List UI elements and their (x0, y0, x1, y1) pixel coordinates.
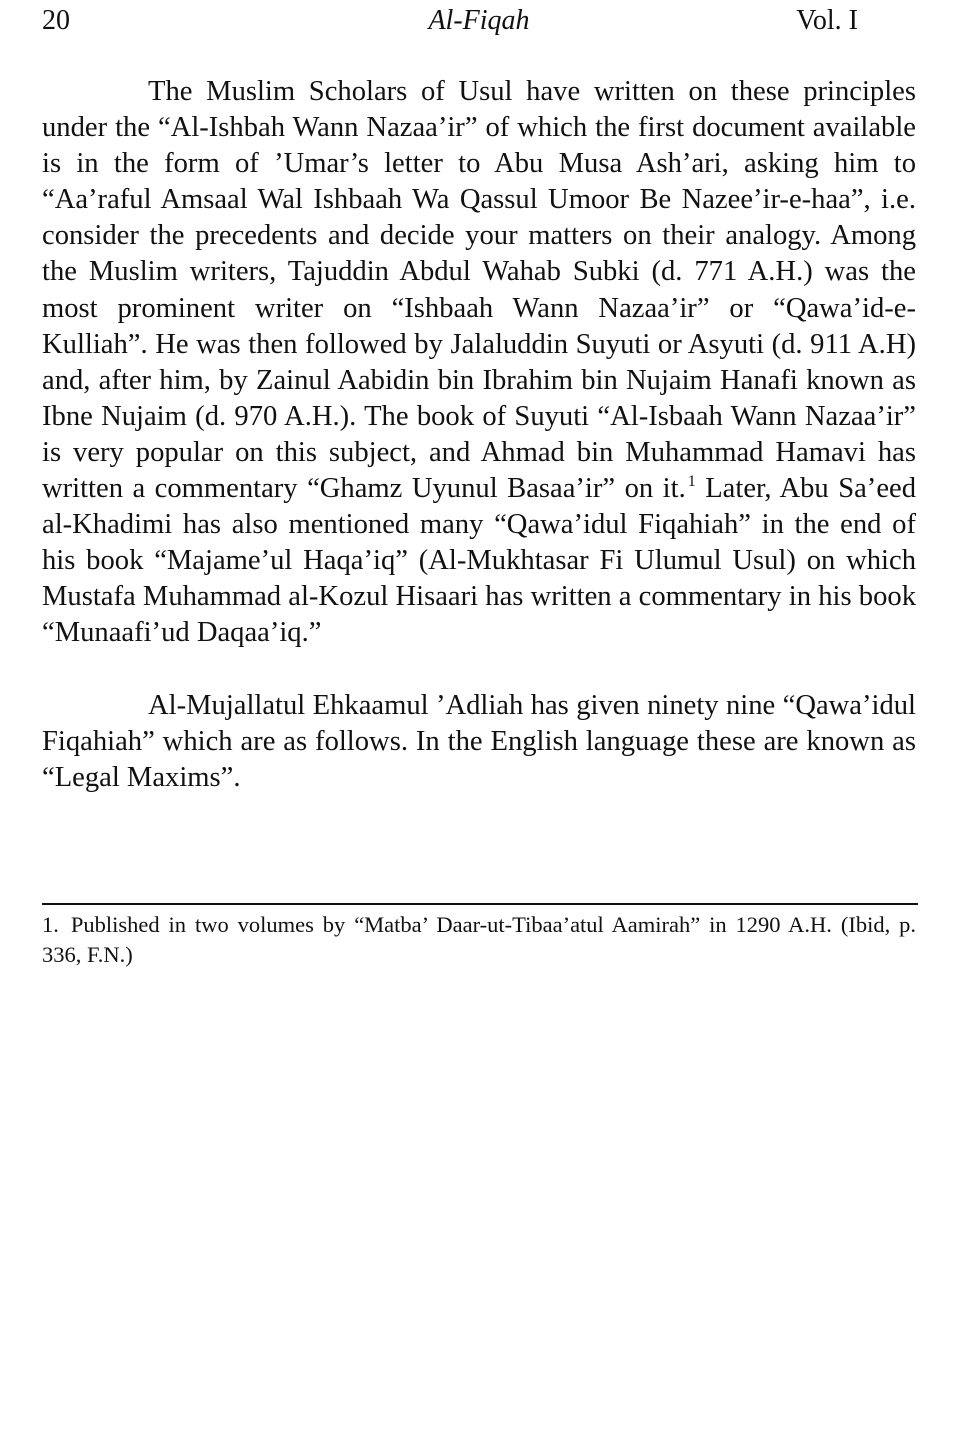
book-page (42, 0, 916, 1446)
footnote-divider (42, 903, 918, 905)
body-text (42, 74, 916, 796)
paragraph-legal-maxims (42, 688, 916, 796)
paragraph-usul-scholars (42, 74, 916, 652)
page-number: 20 (42, 5, 70, 36)
footnote (42, 910, 916, 970)
book-title: Al-Fiqah (428, 5, 530, 36)
footnote-text: Published in two volumes by “Matba’ Daar-ut-Tibaa’atul Aamirah” in 1290 A.H. (Ibid, p. 336, F.N.) (42, 912, 916, 967)
paragraph-text: The Muslim Scholars of Usul have written on these principles under the “Al-Ishbah Wann Nazaa’ir” of which the first document available is in the form of ’Umar’s letter to Abu Musa Ash’ari, asking him to “Aa’raful Amsaal Wal Ishbaah Wa Qassul Umoor Be Nazee’ir-e-haa”, i.e. consider the precedents and decide your matters on their analogy. Among the Muslim writers, Tajuddin Abdul Wahab Subki (d. 771 A.H.) was the most prominent writer on “Ishbaah Wann Nazaa’ir” or “Qawa’id-e-Kulliah”. He was then followed by Jalaluddin Suyuti or Asyuti (d. 911 A.H) and, after him, by Zainul Aabidin bin Ibrahim bin Nujaim Hanafi known as Ibne Nujaim (d. 970 A.H.). The book of Suyuti “Al-Isbaah Wann Nazaa’ir” is very popular on this subject, and Ahmad bin Muhammad Hamavi has written a commentary “Ghamz Uyunul Basaa’ir” on it. (42, 76, 916, 505)
running-head (42, 4, 916, 38)
paragraph-text: Al-Mujallatul Ehkaamul ’Adliah has given ninety nine “Qawa’idul Fiqahiah” which are as follows. In the English language these are known as “Legal Maxims”. (42, 689, 916, 793)
volume-label: Vol. I (796, 5, 858, 36)
paragraph-text-continued: Later, Abu Sa’eed al-Khadimi has also mentioned many “Qawa’idul Fiqahiah” in the end of his book “Majame’ul Haqa’iq” (Al-Mukhtasar Fi Ulumul Usul) on which Mustafa Muhammad al-Kozul Hisaari has written a commentary in his book “Munaafi’ud Daqaa’iq.” (42, 473, 916, 649)
footnote-reference: 1 (687, 473, 696, 491)
footnote-number: 1. (42, 912, 59, 937)
